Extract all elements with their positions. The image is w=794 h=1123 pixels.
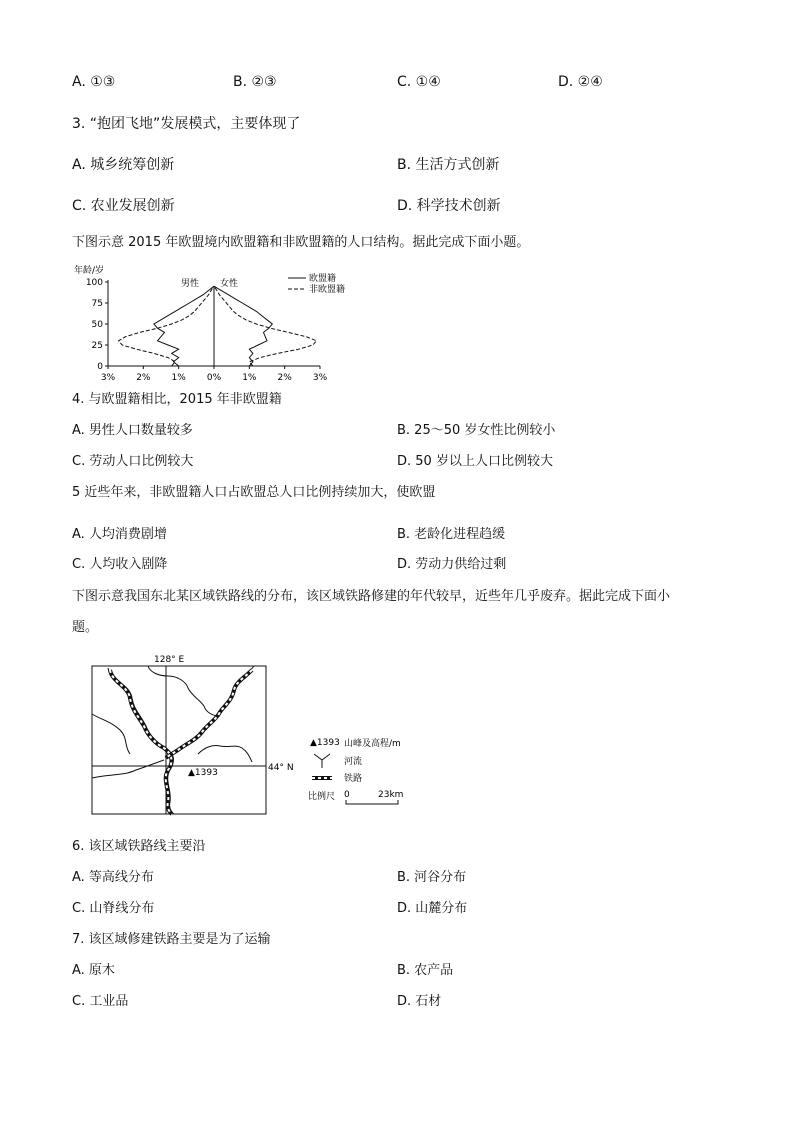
pyramid-y-tick-label: 75 <box>91 299 103 309</box>
q2-option-b: B. ②③ <box>233 74 277 90</box>
q7-stem: 7. 该区域修建铁路主要是为了运输 <box>72 932 271 947</box>
population-pyramid-chart <box>70 262 370 384</box>
map-latitude-label: 44° N <box>268 763 294 773</box>
pyramid-x-tick-label: 1% <box>242 373 257 383</box>
q4-stem: 4. 与欧盟籍相比，2015 年非欧盟籍 <box>72 392 282 407</box>
q7-option-c: C. 工业品 <box>72 994 129 1009</box>
pyramid-male-label: 男性 <box>181 279 200 289</box>
q6-stem: 6. 该区域铁路线主要沿 <box>72 839 206 854</box>
pyramid-x-tick-label: 0% <box>206 373 222 383</box>
q3-option-b: B. 生活方式创新 <box>397 157 500 173</box>
map-railways <box>110 670 252 814</box>
legend-eu-label: 欧盟籍 <box>309 274 337 284</box>
map-intro-line2: 题。 <box>72 620 99 635</box>
legend-scale-label: 比例尺 <box>308 792 336 802</box>
pyramid-x-tick-label: 3% <box>312 373 328 383</box>
pyramid-series-noneu-female <box>214 286 317 366</box>
q7-option-a: A. 原木 <box>72 963 115 978</box>
river-northwest-tributary <box>92 714 130 754</box>
pyramid-y-tick-label: 100 <box>85 278 103 288</box>
pyramid-x-tick-label: 1% <box>171 373 186 383</box>
legend-river-icon <box>314 754 330 768</box>
pyramid-y-tick-label: 25 <box>91 341 103 351</box>
river-east-tributary <box>198 745 252 762</box>
q3-option-a: A. 城乡统筹创新 <box>72 157 175 173</box>
map-intro-line1: 下图示意我国东北某区域铁路线的分布，该区域铁路修建的年代较早，近些年几乎废弃。据此完成下面小 <box>72 589 671 604</box>
map-frame <box>92 666 266 814</box>
pyramid-intro: 下图示意 2015 年欧盟境内欧盟籍和非欧盟籍的人口结构。据此完成下面小题。 <box>72 235 530 250</box>
railway-map <box>88 650 418 820</box>
pyramid-series <box>119 286 317 366</box>
legend-river-label: 河流 <box>344 757 363 767</box>
q4-option-d: D. 50 岁以上人口比例较大 <box>397 454 553 469</box>
railway-northeast <box>166 670 252 758</box>
pyramid-x-tick-label: 2% <box>136 373 151 383</box>
pyramid-x-tick-label: 2% <box>277 373 292 383</box>
pyramid-y-tick-label: 50 <box>91 320 103 330</box>
q5-option-b: B. 老龄化进程趋缓 <box>397 527 506 542</box>
pyramid-axes <box>86 278 328 383</box>
pyramid-y-tick-label: 0 <box>97 362 103 372</box>
map-rivers <box>92 666 254 814</box>
pyramid-x-tick-label: 3% <box>100 373 116 383</box>
legend-rail-label: 铁路 <box>344 774 363 784</box>
q5-stem: 5 近些年来，非欧盟籍人口占欧盟总人口比例持续加大，使欧盟 <box>72 485 436 500</box>
q6-option-b: B. 河谷分布 <box>397 870 467 885</box>
q6-option-c: C. 山脊线分布 <box>72 901 155 916</box>
q5-option-a: A. 人均消费剧增 <box>72 527 167 542</box>
pyramid-y-axis-label: 年龄/岁 <box>74 266 105 276</box>
river-north-tributary <box>148 666 220 716</box>
legend-scale-value: 23km <box>378 790 404 800</box>
map-peak-label: ▲1393 <box>188 768 218 778</box>
q2-option-c: C. ①④ <box>397 74 441 90</box>
q3-option-c: C. 农业发展创新 <box>72 198 175 214</box>
q6-option-d: D. 山麓分布 <box>397 901 468 916</box>
q4-option-b: B. 25～50 岁女性比例较小 <box>397 423 556 438</box>
q6-option-a: A. 等高线分布 <box>72 870 154 885</box>
pyramid-female-label: 女性 <box>220 279 239 289</box>
legend-peak-label: 山峰及高程/m <box>344 739 401 749</box>
river-southwest-tributary <box>92 760 164 778</box>
legend-scale-bar <box>346 800 398 804</box>
q2-option-d: D. ②④ <box>558 74 603 90</box>
legend-scale-zero: 0 <box>344 790 350 800</box>
pyramid-series-eu-male <box>154 286 214 366</box>
q4-option-a: A. 男性人口数量较多 <box>72 423 193 438</box>
q7-option-b: B. 农产品 <box>397 963 454 978</box>
legend-peak-symbol: ▲1393 <box>310 738 340 748</box>
q3-option-d: D. 科学技术创新 <box>397 198 501 214</box>
railway-main <box>110 670 172 814</box>
q5-option-d: D. 劳动力供给过剩 <box>397 557 507 572</box>
pyramid-series-noneu-male <box>119 286 214 366</box>
legend-noneu-label: 非欧盟籍 <box>309 285 346 295</box>
q5-option-c: C. 人均收入剧降 <box>72 557 168 572</box>
q2-option-a: A. ①③ <box>72 74 116 90</box>
q4-option-c: C. 劳动人口比例较大 <box>72 454 194 469</box>
map-longitude-label: 128° E <box>154 655 185 665</box>
q3-stem: 3. “抱团飞地”发展模式，主要体现了 <box>72 116 301 132</box>
q7-option-d: D. 石材 <box>397 994 442 1009</box>
river-main <box>108 668 174 814</box>
